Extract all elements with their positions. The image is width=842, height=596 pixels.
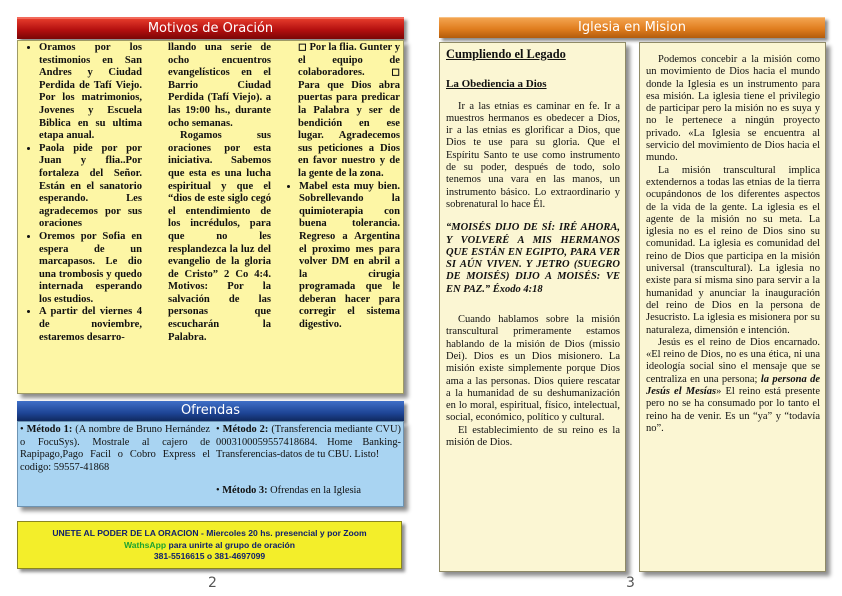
union-line1: UNETE AL PODER DE LA ORACION - Miercoles 20 hs. presencial y por Zoom — [52, 528, 367, 538]
left-paragraph: Cuando hablamos sobre la misión transcultural primeramente estamos hablando de la misión de Dios (missio Dei). Dios es un Dios misionero. La misión existe simplemente porque Dios ama a las personas. Dios quiere rescatar a la humanidad de su deshumanización en lo moral, espiritual, físico, intelectual, social, económico, político y cultural. — [446, 314, 620, 424]
union-prayer-box — [17, 521, 402, 569]
union-line2-text: para unirte al grupo de oración — [166, 539, 296, 550]
prayer-item: • A partir del viernes 4 de noviembre, estaremos desarro- — [39, 306, 142, 344]
metodo2-label: Método 2: — [222, 424, 269, 435]
ofrendas-title: Ofrendas — [180, 403, 241, 418]
metodo1-text: (A nombre de Bruno Hernández o FocuSys). Mostrale al cajero de Rapipago,Pago Facil o Cobro Express el codigo: 59557-41868 — [20, 424, 210, 473]
right-paragraph: Podemos concebir a la misión como un movimiento de Dios hacia el mundo donde la Iglesia es un instrumento para esa misión. La iglesia tiene el privilegio de participar pero la misión no es suya y no le pertenece a ningún proyecto privado. «La Iglesia se encuentra al servicio del movimiento de Dios hacia el mundo. — [646, 54, 820, 164]
motivos-col3 — [282, 42, 400, 332]
prayer-item: • Oremos por Sofia en espera de un marcapasos. Le dio una trombosis y quedo internada esperando los estudios. — [39, 231, 142, 307]
metodo3-label: Método 3: — [222, 485, 268, 496]
motivos-banner — [17, 17, 404, 39]
prayer-item: • Paola pide por por Juan y flia..Por fortaleza del Señor. Están en el sanatorio esperando. Les agradecemos por sus oraciones — [39, 143, 142, 231]
right-p3-text-end: » El reino está presente pero no se ha consumado por lo tanto el reino ha de venir. Es un “ya” y “todavía no”. — [646, 386, 820, 434]
metodo2-block: • Método 2: (Transferencia mediante CVU) 0003100059557418684. Home Banking- Transferencias-datos de tu CBU. Listo! — [216, 424, 401, 461]
mision-left-col — [446, 48, 620, 449]
prayer-item: • Mabel esta muy bien. Sobrellevando la quimioterapia con buena tolerancia. Regreso a Argentina el proximo mes para volver DM en abril a la cirugia programada que le deberan hacer para corregir el sistema digestivo. — [299, 181, 400, 332]
motivos-title: Motivos de Oración — [147, 21, 274, 36]
scripture-quote: “MOISÉS DIJO DE SÍ: IRÉ AHORA, Y VOLVERÉ A MIS HERMANOS QUE ESTÁN EN EGIPTO, PARA VER SI AÚN VIVEN. Y JETRO (SUEGRO DE MOISÉS) DIJO A MOISÉS: VE EN PAZ.” Éxodo 4:18 — [446, 222, 620, 295]
article-heading: Cumpliendo el Legado — [446, 47, 566, 61]
metodo1-label: Método 1: — [26, 424, 73, 435]
page-number-2: 2 — [208, 575, 217, 591]
whatsapp-link[interactable]: WathsApp — [123, 539, 167, 550]
col2-paragraph: Rogamos sus oraciones por esta iniciativa. Sabemos que esta es una lucha espiritual y que el “dios de este siglo cegó el entendimiento de los incrédulos, para que no les resplandezca la luz del evangelio de la gloria de Cristo” 2 Co 4:4. Motivos: Por la salvación de las personas que escucharán la Palabra. — [168, 130, 271, 343]
motivos-col1 — [22, 42, 142, 344]
mision-banner — [439, 17, 825, 38]
article-subheading: La Obediencia a Dios — [446, 78, 547, 91]
page-number-3: 3 — [626, 575, 635, 591]
metodo2-text: (Transferencia mediante CVU) 0003100059557418684. Home Banking- Transferencias-datos de tu CBU. Listo! — [216, 424, 401, 461]
union-line2 — [18, 540, 401, 552]
col3-paragraph: ◻ Por la flia. Gunter y el equipo de colaboradores. ◻ Para que Dios abra puertas para predicar la Palabra y ser de bendición en ese lugar. Agradecemos sus peticiones a Dios en favor nuestro y de la gente de la zona. — [298, 42, 400, 179]
motivos-col2 — [168, 42, 271, 344]
metodo3-text: Ofrendas en la Iglesia — [267, 485, 362, 496]
right-paragraph — [646, 337, 820, 435]
left-paragraph: El establecimiento de su reino es la misión de Dios. — [446, 424, 620, 449]
mision-right-col — [646, 54, 820, 435]
right-paragraph: La misión transcultural implica extendernos a todas las etnias de la tierra ocupándonos de los diferentes aspectos de la vida de la gente. La iglesia es el agente de la misión no su meta. La iglesia no es el reino de Dios sino su comunidad. La iglesia es comunidad del reino de Dios que participa en la misión universal (transcultural). La iglesia no existe para sí misma sino para servir a la humanidad y anunciar la inauguración del reino de Dios en la persona de Jesucristo. La iglesia es misionera por su naturaleza, dimensión e intención. — [646, 164, 820, 336]
prayer-item: • Oramos por los testimonios en San Andres y Ciudad Perdida de Tafí Viejo. Por los matrimonios, Jovenes y Escuela Biblica en su ultima etapa anual. — [39, 42, 142, 143]
mision-title: Iglesia en Mision — [578, 20, 686, 35]
metodo3-block: • Método 3: Ofrendas en la Iglesia — [216, 485, 362, 496]
union-phones: 381-5516615 o 381-4697099 — [153, 551, 266, 561]
right-p3-text: Jesús es el reino de Dios encarnado. «El reino de Dios, no es una ética, ni una ideología social sino el mensaje que se centraliza en una persona; — [646, 336, 820, 385]
right-p3-emphasis: la persona de Jesús el Mesías — [646, 373, 820, 398]
ofrendas-banner — [17, 401, 404, 421]
metodo1-block: • Método 1: (A nombre de Bruno Hernández o FocuSys). Mostrale al cajero de Rapipago,Pago Facil o Cobro Express el codigo: 59557-41868 — [20, 424, 210, 473]
col2-paragraph: llando una serie de ocho encuentros evangelísticos en el Barrio Ciudad Perdida (Tafí Viejo). a las 19:00 hs., durante ocho semanas. — [168, 42, 271, 129]
left-paragraph: Ir a las etnias es caminar en fe. Ir a muestros hermanos es obedecer a Dios, ir a las etnias es glorificar a Dios, que Dios te use para su gloria. Que el Espíritu Santo te use como instrumento de su poder, después de todo, solo tenemos una vara en las manos, un instrumento básico. Lo extraordinario y sobrenatural lo hace Él. — [446, 100, 620, 210]
